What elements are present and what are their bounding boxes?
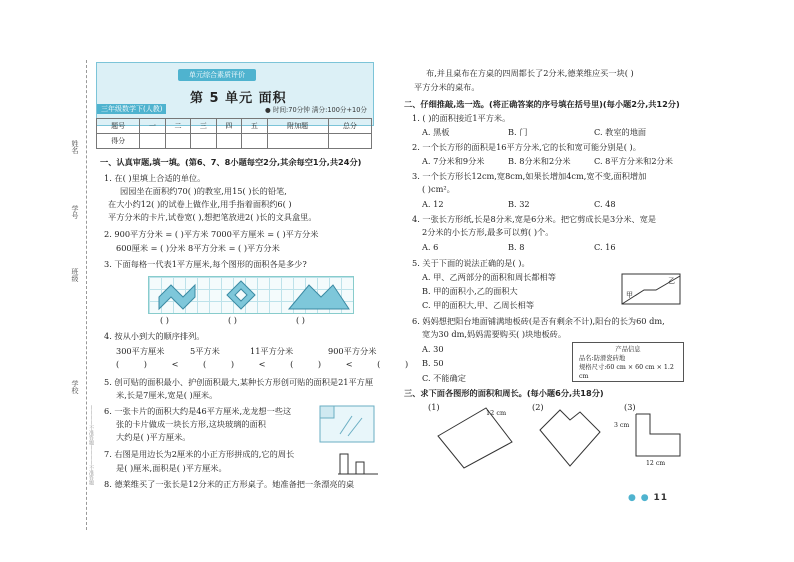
card-line: 规格尺寸:60 cm × 60 cm × 1.2 cm <box>579 364 674 380</box>
s2-q3-opt[interactable]: B. 32 <box>508 199 530 209</box>
q5-label-yi: 乙 <box>668 277 675 285</box>
glass-drawing <box>318 404 376 444</box>
s2-q4: 2分米的小长方形,最多可以剪( )个。 <box>422 227 554 237</box>
card-title: 产品信息 <box>615 346 641 353</box>
q5-line: 5. 创可贴的面积最小、护创面积最大,某种长方形创可贴的面积是21平方厘 <box>104 377 374 387</box>
binding-line <box>86 60 87 530</box>
score-header: 四 <box>216 119 241 134</box>
q1-line: 在大小约12( )的试卷上做作业,用手指着面积约6( ) <box>108 199 292 209</box>
s2-q3-opt[interactable]: C. 48 <box>594 199 616 209</box>
q1-line: 园园坐在面积约70( )的教室,用15( )长的铅笔, <box>120 186 287 196</box>
s2-q4-opt[interactable]: A. 6 <box>422 242 439 252</box>
figure-1-dim: 12 cm <box>486 409 507 417</box>
s2-q1-opt[interactable]: A. 黑板 <box>422 127 450 137</box>
q6-line: 6. 一张卡片的面积大约是46平方厘米,龙龙想一些这 <box>104 406 292 416</box>
class-label: 班级 <box>71 268 79 282</box>
section2-heading: 二、仔细推敲,选一选。(将正确答案的序号填在括号里)(每小题2分,共12分) <box>404 99 680 109</box>
s3-label: (3) <box>624 402 636 412</box>
s2-q3: ( )cm²。 <box>422 184 455 194</box>
s2-q1-opt[interactable]: C. 教室的地面 <box>594 127 647 137</box>
section3-heading: 三、求下面各图形的面积和周长。(每小题6分,共18分) <box>404 388 604 398</box>
s2-q6: 宽为30 dm,妈妈需要购买( )块地板砖。 <box>422 329 567 339</box>
s2-q6-opt[interactable]: B. 50 <box>422 358 444 368</box>
s2-q2-opt[interactable]: A. 7分米和9分米 <box>422 156 485 166</box>
q8-line: 8. 德莱维买了一张长是12分米的正方形桌子。她准备把一条漂亮的桌 <box>104 479 355 489</box>
score-header: 五 <box>242 119 267 134</box>
no-answer-strip: ————不准答题————不准答题 <box>88 405 94 485</box>
q7-line: 是( )厘米,面积是( )平方厘米。 <box>116 463 227 473</box>
s2-q5-opt[interactable]: A. 甲、乙两部分的面积和周长都相等 <box>422 272 556 282</box>
s2-q1-opt[interactable]: B. 门 <box>508 127 528 137</box>
s3-label: (1) <box>428 402 440 412</box>
s2-q5-opt[interactable]: B. 甲的面积小,乙的面积大 <box>422 286 518 296</box>
score-cell[interactable] <box>216 134 241 149</box>
q3-answer-blank[interactable]: ( ) <box>228 315 237 325</box>
score-cell[interactable] <box>165 134 190 149</box>
q7-drawing <box>338 450 378 476</box>
s2-q1: 1. ( )的面积接近1平方米。 <box>412 113 511 123</box>
grid-shapes <box>149 277 353 313</box>
s2-q4: 4. 一张长方形纸,长是8分米,宽是6分米。把它剪成长是3分米、宽是 <box>412 214 657 224</box>
q2-line: 2. 900平方分米 = ( )平方米 7000平方厘米 = ( )平方分米 <box>104 229 319 239</box>
time-info: ● 时间:70分钟 满分:100分+10分 <box>265 106 368 114</box>
figure-1-drawing <box>430 402 520 470</box>
q1-stem: 1. 在( )里填上合适的单位。 <box>104 173 206 183</box>
s2-q6: 6. 妈妈想把阳台地面铺满地板砖(是否有剩余不计),阳台的长为60 dm, <box>412 316 665 326</box>
section1-heading: 一、认真审题,填一填。(第6、7、8小题每空2分,其余每空1分,共24分) <box>100 157 362 167</box>
figure-2-drawing <box>530 404 610 472</box>
area-grid-figure <box>148 276 354 314</box>
s2-q5-opt[interactable]: C. 甲的面积大,甲、乙周长相等 <box>422 300 535 310</box>
number-label: 学号 <box>71 205 79 219</box>
score-header: 附加题 <box>267 119 328 134</box>
q7-figure <box>338 450 378 476</box>
s2-q6-opt[interactable]: C. 不能确定 <box>422 373 466 383</box>
q2-line: 600厘米 = ( )分米 8平方分米 = ( )平方分米 <box>116 243 280 253</box>
s3-label: (2) <box>532 402 544 412</box>
score-table <box>96 118 372 149</box>
q8-cont: 平方分米的桌布。 <box>414 82 480 92</box>
score-cell[interactable] <box>191 134 216 149</box>
score-header: 一 <box>140 119 165 134</box>
grade-tag: 三年级数学下(人教) <box>97 104 166 114</box>
s2-q3: 3. 一个长方形长12cm,宽8cm,如果长增加4cm,宽不变,面积增加 <box>412 171 647 181</box>
q8-cont: 布,并且桌布在方桌的四周都长了2分米,德莱维应买一块( ) <box>426 68 634 78</box>
s2-q2-opt[interactable]: C. 8平方分米和2分米 <box>594 156 673 166</box>
s2-q5: 5. 关于下面的说法正确的是( )。 <box>412 258 530 268</box>
banner-ribbon: 单元综合素质评价 <box>178 69 256 81</box>
q5-line: 米,长是7厘米,宽是( )厘米。 <box>116 390 218 400</box>
s2-q3-opt[interactable]: A. 12 <box>422 199 444 209</box>
school-label: 学校 <box>71 380 79 394</box>
score-cell[interactable] <box>140 134 165 149</box>
score-label: 得分 <box>97 134 140 149</box>
q6-line: 张的卡片做成一块长方形,这块玻璃的面积 <box>116 419 266 429</box>
q6-line: 大约是( )平方厘米。 <box>116 432 191 442</box>
q1-line: 平方分米的卡片,试卷宽( ),想把笔放进2( )长的文具盒里。 <box>108 212 317 222</box>
score-header: 题号 <box>97 119 140 134</box>
q5-label-jia: 甲 <box>626 291 633 299</box>
figure-2 <box>530 404 610 472</box>
s2-q4-opt[interactable]: B. 8 <box>508 242 525 252</box>
q3-stem: 3. 下面每格一代表1平方厘米,每个图形的面积各是多少? <box>104 259 307 269</box>
s2-q2: 2. 一个长方形的面积是16平方分米,它的长和宽可能分别是( )。 <box>412 142 641 152</box>
page-number-value: 11 <box>653 493 668 503</box>
glass-figure <box>318 404 376 444</box>
s2-q6-opt[interactable]: A. 30 <box>422 344 444 354</box>
score-cell[interactable] <box>328 134 371 149</box>
figure-3-dim-b: 12 cm <box>646 460 666 467</box>
q4-order[interactable]: ( ) < ( ) < ( ) < ( ) <box>116 359 409 369</box>
card-line: 品名:防滑瓷砖地 <box>579 355 626 362</box>
figure-3 <box>628 410 688 460</box>
score-header: 二 <box>165 119 190 134</box>
q7-line: 7. 右图是用边长为2厘米的小正方形拼成的,它的周长 <box>104 449 295 459</box>
q4-item: 5平方米 <box>190 346 220 356</box>
score-header: 总分 <box>328 119 371 134</box>
q3-answer-blank[interactable]: ( ) <box>296 315 305 325</box>
q4-item: 900平方分米 <box>328 346 377 356</box>
score-header: 三 <box>191 119 216 134</box>
s2-q2-opt[interactable]: B. 8分米和2分米 <box>508 156 571 166</box>
page-number: ● ● 11 <box>628 493 668 503</box>
product-info-card <box>572 342 684 382</box>
figure-3-dim-a: 3 cm <box>614 422 630 429</box>
figure-1 <box>430 402 520 470</box>
unit-title: 第 5 单元 面积 <box>190 91 287 106</box>
figure-3-drawing <box>628 410 688 460</box>
name-label: 姓名 <box>71 140 79 154</box>
score-cell[interactable] <box>267 134 328 149</box>
q4-item: 11平方分米 <box>250 346 294 356</box>
score-cell[interactable] <box>242 134 267 149</box>
q4-stem: 4. 按从小到大的顺序排列。 <box>104 331 205 341</box>
s2-q4-opt[interactable]: C. 16 <box>594 242 616 252</box>
q3-answer-blank[interactable]: ( ) <box>160 315 169 325</box>
q4-item: 300平方厘米 <box>116 346 165 356</box>
